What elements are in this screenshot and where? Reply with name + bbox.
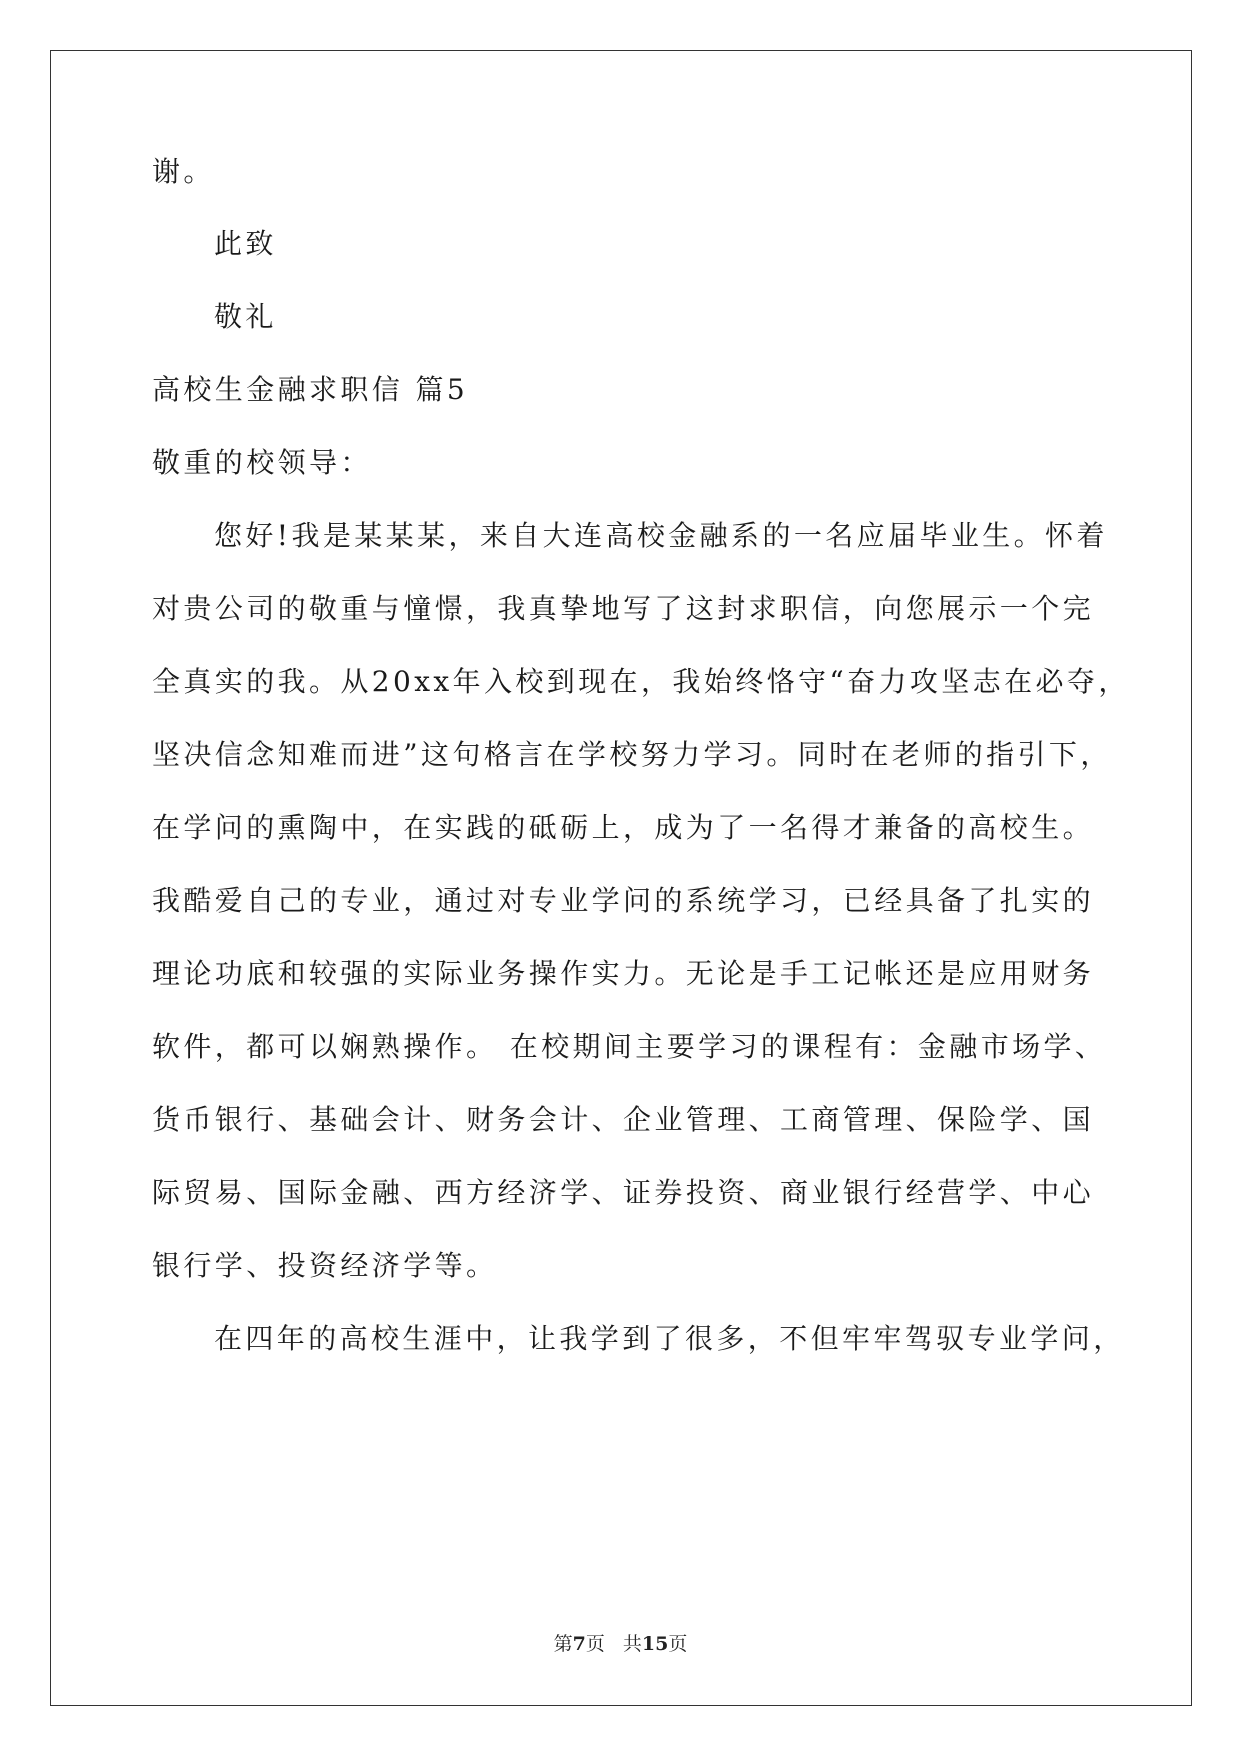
text-line: 货币银行、基础会计、财务会计、企业管理、工商管理、保险学、国 [152, 1103, 1095, 1136]
text-line: 谢。 [152, 155, 215, 188]
text-line: 银行学、投资经济学等。 [152, 1249, 498, 1282]
text-line: 您好!我是某某某，来自大连高校金融系的一名应届毕业生。怀着 [214, 519, 1108, 552]
section-heading: 高校生金融求职信 篇5 [152, 373, 469, 406]
text-line: 理论功底和较强的实际业务操作实力。无论是手工记帐还是应用财务 [152, 957, 1095, 990]
text-line: 在学问的熏陶中，在实践的砥砺上，成为了一名得才兼备的高校生。 [152, 811, 1095, 844]
text-line: 我酷爱自己的专业，通过对专业学问的系统学习，已经具备了扎实的 [152, 884, 1095, 917]
page-prefix: 第 [553, 1633, 573, 1655]
closing-line: 此致 [214, 227, 277, 260]
page-total: 15 [641, 1633, 669, 1655]
page-footer [0, 1632, 1241, 1656]
text-line: 在四年的高校生涯中，让我学到了很多，不但牢牢驾驭专业学问， [214, 1322, 1125, 1355]
text-line: 际贸易、国际金融、西方经济学、证券投资、商业银行经营学、中心 [152, 1176, 1095, 1209]
text-line: 坚决信念知难而进”这句格言在学校努力学习。同时在老师的指引下， [152, 738, 1112, 771]
page-current: 7 [572, 1633, 586, 1655]
page-suffix: 页 [585, 1633, 605, 1655]
total-suffix: 页 [668, 1633, 688, 1655]
text-line: 全真实的我。从20xx年入校到现在，我始终恪守“奋力攻坚志在必夺， [152, 665, 1130, 698]
text-line: 软件，都可以娴熟操作。 在校期间主要学习的课程有：金融市场学、 [152, 1030, 1107, 1063]
closing-line: 敬礼 [214, 300, 277, 333]
text-line: 对贵公司的敬重与憧憬，我真挚地写了这封求职信，向您展示一个完 [152, 592, 1095, 625]
salutation: 敬重的校领导： [152, 446, 372, 479]
total-prefix: 共 [622, 1633, 642, 1655]
